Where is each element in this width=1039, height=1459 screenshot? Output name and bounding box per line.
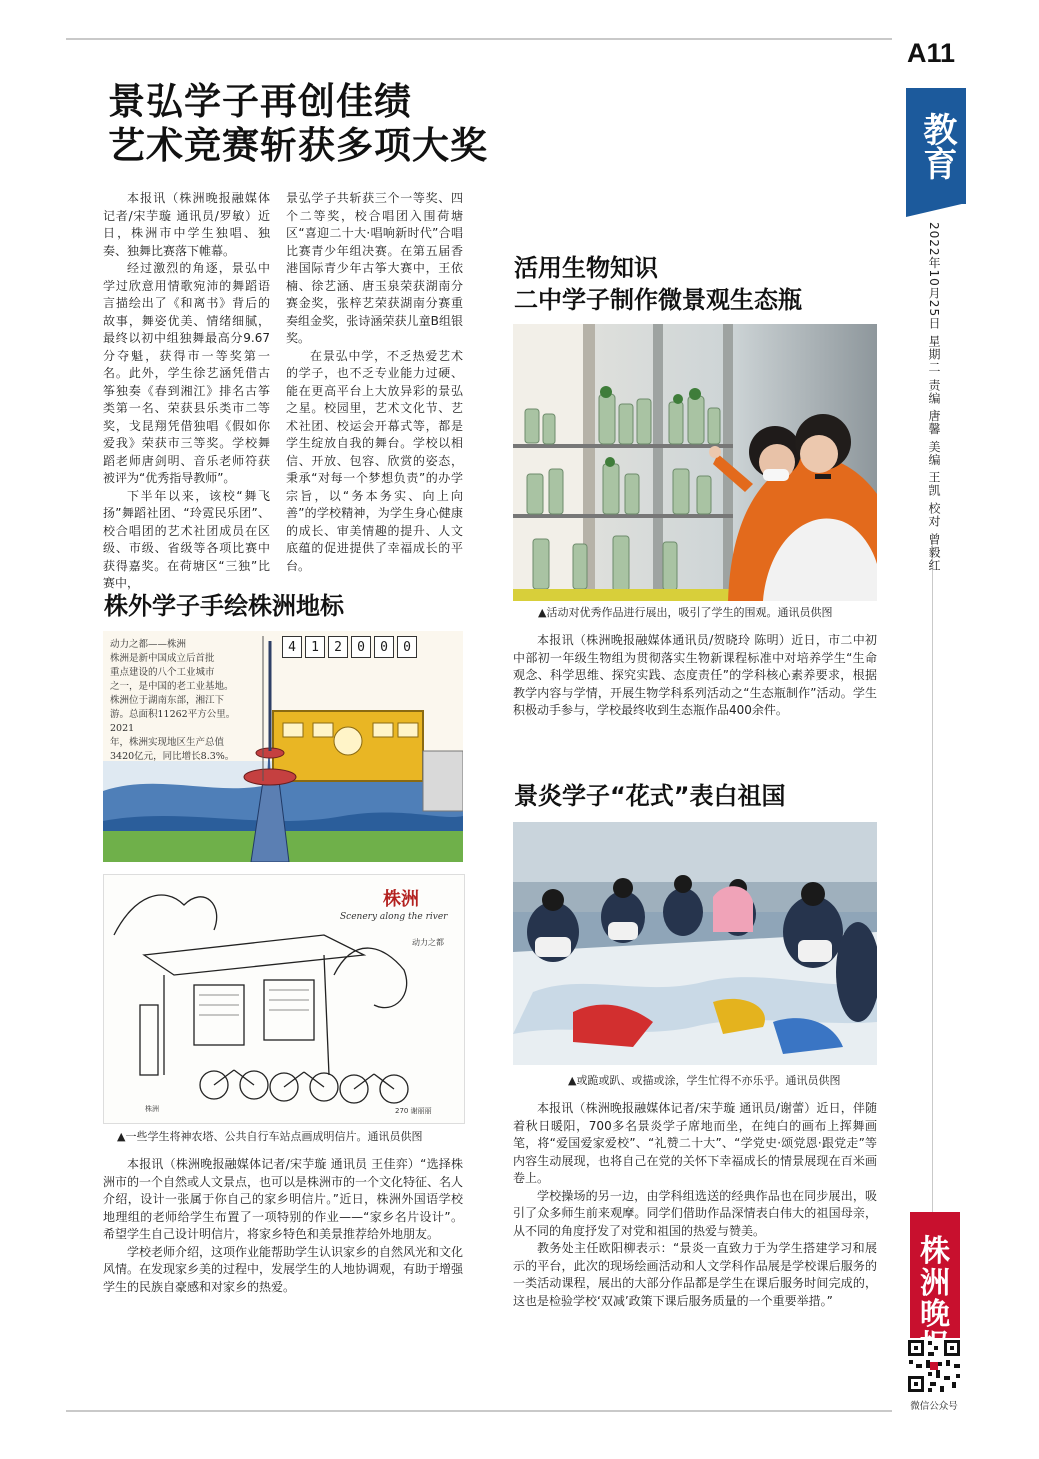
zip-digit: 0 [351, 636, 371, 658]
article1-title-line2: 艺术竞赛斩获多项大奖 [108, 124, 488, 167]
page-number: A11 [907, 38, 956, 68]
section-tab-tail [906, 203, 966, 217]
article4-title: 景炎学子“花式”表白祖国 [514, 782, 786, 810]
top-rule [66, 38, 892, 40]
article1-title [108, 80, 608, 168]
zip-digit: 4 [282, 636, 302, 658]
article3-body [103, 1156, 463, 1296]
handwriting-line: 株洲位于湖南东部，湘江下 [110, 695, 225, 706]
handwriting-line: 3420亿元，同比增长8.3%。 [110, 751, 235, 762]
article4-paragraph: 学校操场的另一边，由学科组选送的经典作品也在同步展出，吸引了众多师生前来观摩。同学们借助作品深情表白伟大的祖国母亲，从不同的角度抒发了对党和祖国的热爱与赞美。 [513, 1188, 877, 1238]
handwriting-line: 年，株洲实现地区生产总值 [110, 737, 225, 748]
ecobottle-photo-caption: ▲活动对优秀作品进行展出，吸引了学生的围观。通讯员供图 [538, 606, 833, 619]
article2-paragraph: 本报讯（株洲晚报融媒体通讯员/贺晓玲 陈明）近日，市二中初中部初一年级生物组为贯彻落实生物新课程标准中对培养学生“生命观念、科学思维、探究实践、态度责任”的学科核心素养要求，根据教学内容与学情，开展生物学科系列活动之“生态瓶制作”活动。学生积极动手参与，学校最终收到生态瓶作品400余件。 [513, 633, 877, 717]
article3-title: 株外学子手绘株洲地标 [104, 592, 344, 620]
right-vertical-rule [932, 538, 933, 1238]
article2-title-line2: 二中学子制作微景观生态瓶 [514, 286, 802, 314]
article3-paragraph: 本报讯（株洲晚报融媒体记者/宋芋璇 通讯员 王佳弈）“选择株洲市的一个自然或人文景点，也可以是株洲市的一个文化特征、名人介绍，设计一张属于你自己的家乡明信片。”近日，株洲外国语学校地理组的老师给学生布置了一项特别的作业——“家乡名片设计”。希望学生自己设计明信片，将家乡特色和美景推荐给外地朋友。 [103, 1157, 464, 1241]
handwriting-line: 株洲是新中国成立后首批 [110, 653, 215, 664]
logo-char: 洲 [920, 1265, 950, 1301]
article2-body [513, 632, 877, 720]
article4-body [513, 1100, 877, 1310]
dateline: 2022年10月25日 星期二 责编 唐馨 美编 王凯 校对 曾毅红 [927, 222, 941, 572]
zip-digit: 2 [328, 636, 348, 658]
article1-paragraph: 景弘学子共斩获三个一等奖、四个二等奖，校合唱团入围荷塘区“喜迎二十大·唱响新时代”合唱比赛青少年组决赛。在第五届香港国际青少年古筝大赛中，王依楠、徐艺涵、唐玉泉荣获湖南分赛金奖，张梓艺荣获湖南分赛重奏组金奖，张诗涵荣获儿童B组银奖。 [286, 191, 463, 345]
qr-label: 微信公众号 [910, 1401, 958, 1412]
zip-digit: 1 [305, 636, 325, 658]
section-label: 教育 [916, 112, 957, 180]
article1-title-line1: 景弘学子再创佳绩 [108, 80, 412, 123]
postcard2-title: 株洲 [383, 889, 419, 910]
painting-activity-illustration [513, 822, 877, 1065]
article1-column1 [103, 190, 270, 593]
article3-paragraph: 学校老师介绍，这项作业能帮助学生认识家乡的自然风光和文化风情。在发现家乡美的过程中，发展学生的人地协调观，有助于增强学生的民族自豪感和对家乡的热爱。 [103, 1244, 464, 1294]
handwriting-line: 动力之都——株洲 [110, 639, 187, 650]
postcard-zip-boxes [282, 636, 417, 658]
postcard-handwriting [110, 638, 250, 764]
zip-digit: 0 [374, 636, 394, 658]
postcards-caption: ▲一些学生将神农塔、公共自行车站点画成明信片。通讯员供图 [117, 1130, 423, 1143]
article1-paragraph: 下半年以来，该校“舞飞扬”舞蹈社团、“玲霓民乐团”、校合唱团的艺术社团成员在区级、市级、省级等各项比赛中获得嘉奖。在荷塘区“三独”比赛中， [103, 488, 270, 590]
section-tab [906, 88, 966, 204]
handwriting-line: 重点建设的八个工业城市 [110, 667, 215, 678]
handwriting-line: 游。总面积11262平方公里。2021 [110, 709, 236, 734]
bottom-rule [66, 1410, 892, 1412]
handwriting-line: 之一，是中国的老工业基地。 [110, 681, 234, 692]
ecobottle-photo [513, 324, 877, 601]
painting-activity-caption: ▲或跪或趴、或描或涂，学生忙得不亦乐乎。通讯员供图 [568, 1074, 841, 1087]
postcard2-subtitle: Scenery along the river [340, 912, 448, 922]
painting-activity-photo [513, 822, 877, 1065]
article1-paragraph: 本报讯（株洲晚报融媒体记者/宋芋璇 通讯员/罗敏）近日，株洲市中学生独唱、独奏、独舞比赛落下帷幕。 [103, 191, 270, 258]
article2-title-line1: 活用生物知识 [514, 254, 658, 282]
ecobottle-photo-illustration [513, 324, 877, 601]
article1-paragraph: 经过激烈的角逐，景弘中学过欣意用情歌宛沛的舞蹈语言描绘出了《和离书》背后的故事，舞姿优美、情绪细腻，最终以初中组独舞最高分9.67分夺魁，获得市一等奖第一名。此外，学生徐艺涵凭借古筝独奏《春到湘江》排名古筝类第一名、荣获县乐类市二等奖，戈昆翔凭借独唱《假如你爱我》荣获市三等奖。学校舞蹈老师唐剑明、音乐老师符获被评为“优秀指导教师”。 [103, 261, 270, 485]
postcard2-footer-right: 270 谢丽丽 [395, 1107, 432, 1115]
article1-paragraph: 在景弘中学，不乏热爱艺术的学子，也不乏专业能力过硬、能在更高平台上大放异彩的景弘之星。校园里，艺术文化节、艺术社团、校运会开幕式等，都是学生绽放自我的舞台。学校以相信、开放、包容、欣赏的姿态，秉承“对每一个梦想负责”的办学宗旨，以“务本务实、向上向善”的学校精神，为学生身心健康的成长、审美情趣的提升、人文底蕴的促进提供了幸福成长的平台。 [286, 348, 463, 573]
postcard2-footer-left: 株洲 [145, 1105, 159, 1113]
logo-char: 株 [920, 1234, 950, 1269]
article4-paragraph: 本报讯（株洲晚报融媒体记者/宋芋璇 通讯员/谢蕾）近日，伴随着秋日暖阳，700多名景炎学子席地而坐，在纯白的画布上挥舞画笔，将“爱国爱家爱校”、“礼赞二十大”、“学党史·颂党恩·跟党走”等内容生动展现，也将自己在党的关怀下幸福成长的情景展现在百米画卷上。 [513, 1101, 877, 1185]
article2-title [514, 252, 894, 316]
postcard2-signature: 动力之都 [412, 938, 444, 947]
zip-digit: 0 [397, 636, 417, 658]
article4-paragraph: 教务处主任欧阳柳表示：“景炎一直致力于为学生搭建学习和展示的平台，此次的现场绘画活动和人文学科作品展是学校课后服务的一类活动课程，展出的大部分作品都是学生在课后服务时间完成的，这也是检验学校‘双减’政策下课后服务质量的一个重要举措。” [513, 1241, 877, 1308]
logo-char: 晚 [920, 1297, 950, 1332]
qr-code[interactable] [906, 1338, 962, 1394]
qr-code-icon [906, 1338, 962, 1394]
article1-column2 [286, 190, 463, 575]
